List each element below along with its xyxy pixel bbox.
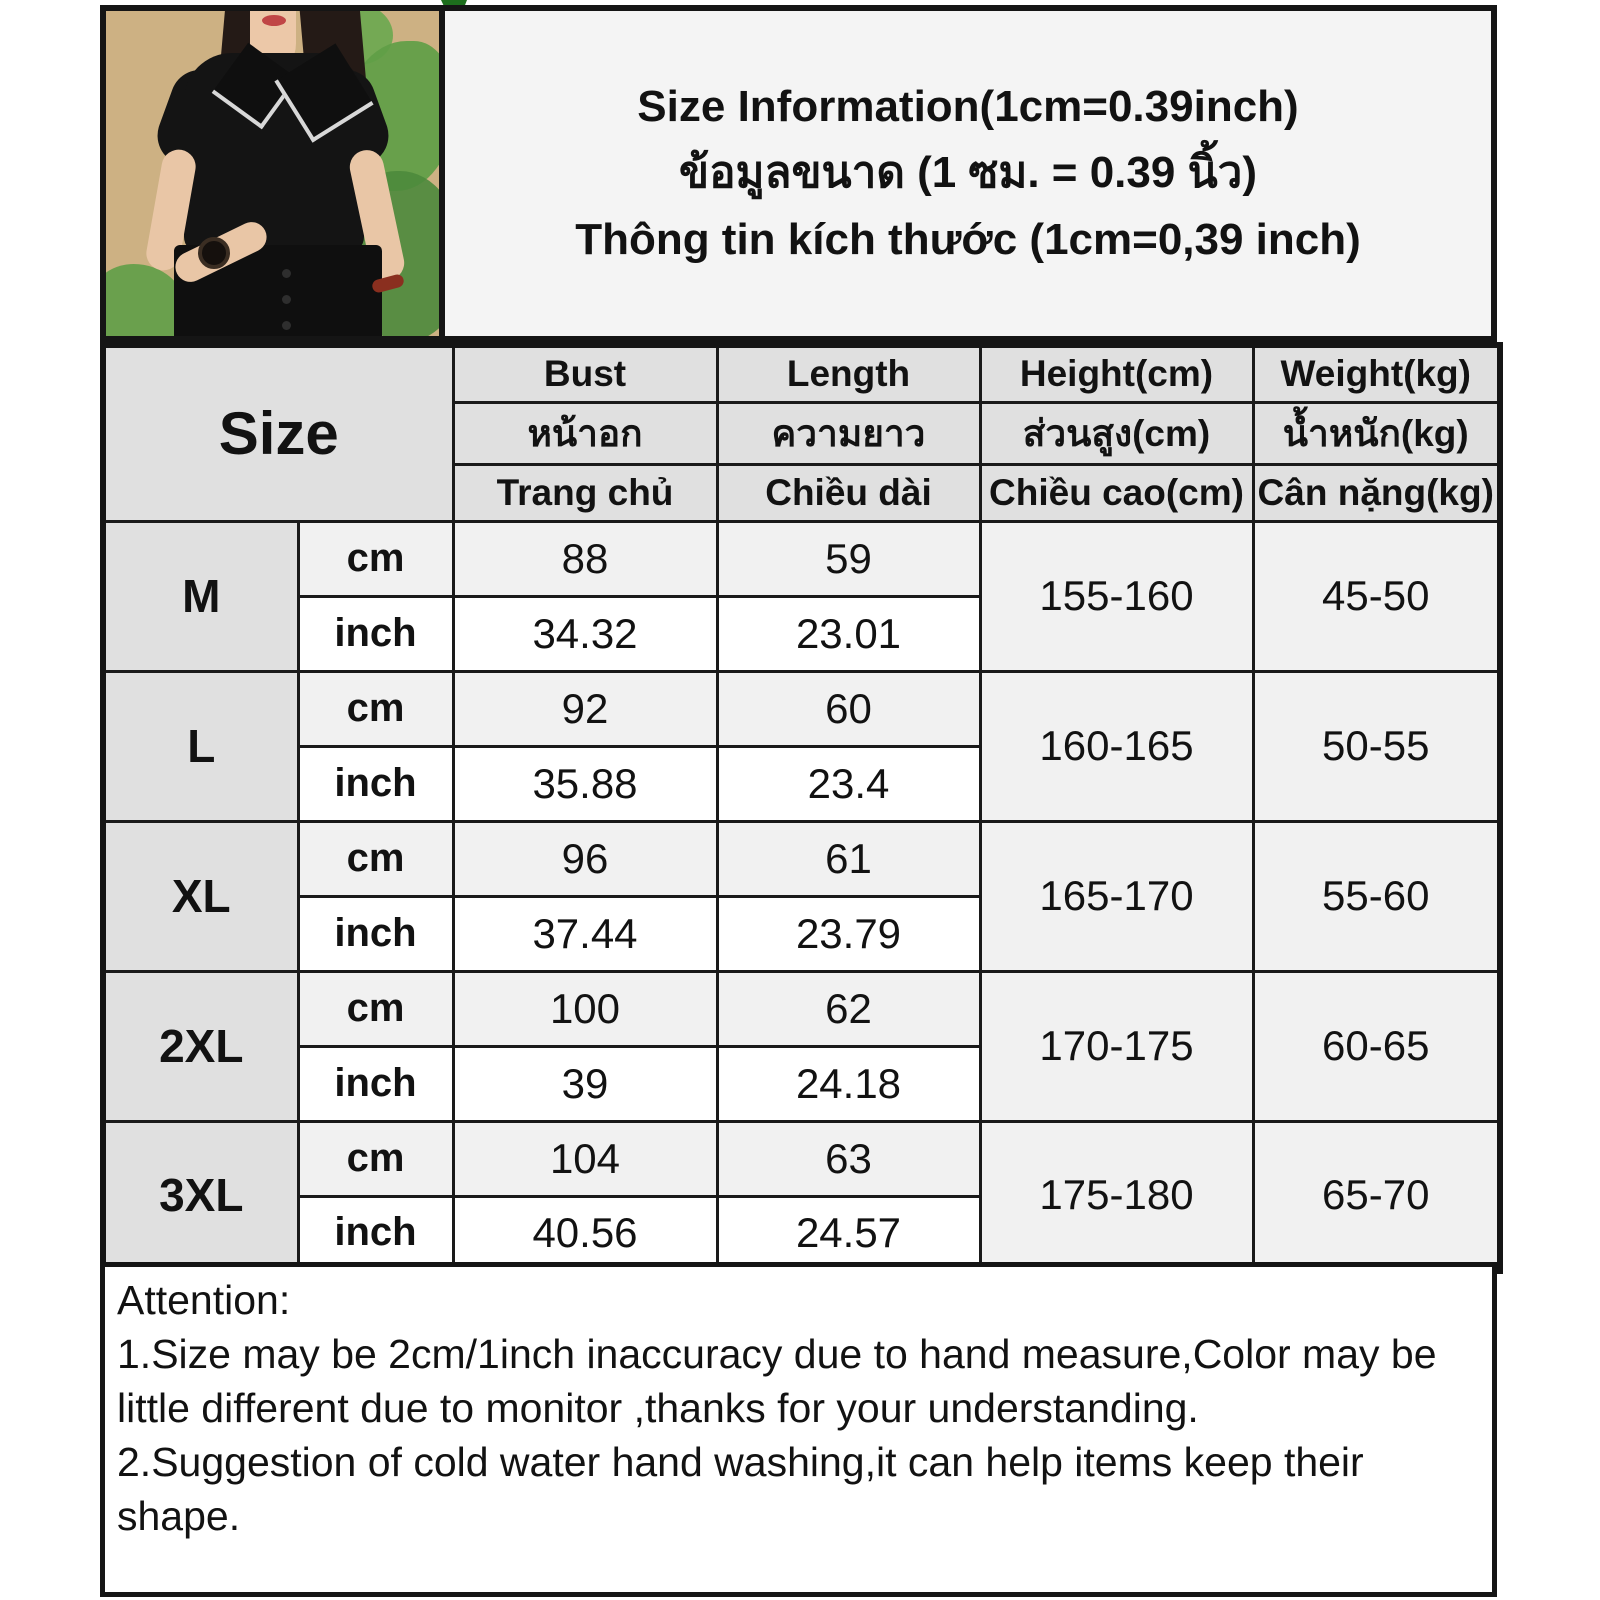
table-row-m-cm (103, 521, 1500, 596)
wristwatch-icon (198, 237, 230, 269)
length-inch-value: 24.57 (717, 1196, 980, 1271)
attention-box (100, 1262, 1497, 1597)
length-inch-value: 23.01 (717, 596, 980, 671)
attention-heading: Attention: (117, 1277, 291, 1323)
attention-note-2: 2.Suggestion of cold water hand washing,it can help items keep their shape. (117, 1439, 1364, 1540)
unit-inch: inch (298, 1196, 453, 1271)
height-range-value: 175-180 (980, 1121, 1253, 1271)
size-table (100, 342, 1503, 1274)
unit-cm: cm (298, 971, 453, 1046)
size-header-cell: Size (103, 345, 453, 521)
height-range-value: 170-175 (980, 971, 1253, 1121)
col-header-length-vi: Chiều dài (717, 464, 980, 521)
length-cm-value: 61 (717, 821, 980, 896)
skirt-button (282, 295, 291, 304)
table-row-3xl-cm (103, 1121, 1500, 1196)
col-header-weight-en: Weight(kg) (1253, 345, 1500, 402)
bust-inch-value: 37.44 (453, 896, 717, 971)
skirt-button (282, 269, 291, 278)
model-lips (262, 15, 286, 26)
attention-note-1: 1.Size may be 2cm/1inch inaccuracy due to hand measure,Color may be little different due to monitor ,thanks for your understanding. (117, 1331, 1437, 1432)
length-cm-value: 63 (717, 1121, 980, 1196)
col-header-length-en: Length (717, 345, 980, 402)
length-cm-value: 62 (717, 971, 980, 1046)
col-header-bust-en: Bust (453, 345, 717, 402)
unit-cm: cm (298, 671, 453, 746)
length-cm-value: 60 (717, 671, 980, 746)
unit-inch: inch (298, 1046, 453, 1121)
weight-range-value: 65-70 (1253, 1121, 1500, 1271)
bust-inch-value: 40.56 (453, 1196, 717, 1271)
header-row-en (103, 345, 1500, 402)
unit-inch: inch (298, 746, 453, 821)
length-cm-value: 59 (717, 521, 980, 596)
size-label: 3XL (103, 1121, 298, 1271)
col-header-length-th: ความยาว (717, 402, 980, 464)
col-header-bust-th: หน้าอก (453, 402, 717, 464)
weight-range-value: 60-65 (1253, 971, 1500, 1121)
size-label: XL (103, 821, 298, 971)
size-label: L (103, 671, 298, 821)
unit-cm: cm (298, 821, 453, 896)
table-row-2xl-cm (103, 971, 1500, 1046)
product-photo (100, 5, 445, 342)
title-english: Size Information(1cm=0.39inch) (637, 81, 1299, 131)
height-range-value: 155-160 (980, 521, 1253, 671)
unit-cm: cm (298, 521, 453, 596)
bust-inch-value: 34.32 (453, 596, 717, 671)
size-label: 2XL (103, 971, 298, 1121)
bust-inch-value: 35.88 (453, 746, 717, 821)
weight-range-value: 55-60 (1253, 821, 1500, 971)
table-row-l-cm (103, 671, 1500, 746)
unit-inch: inch (298, 596, 453, 671)
bust-cm-value: 92 (453, 671, 717, 746)
photo-scene (106, 11, 439, 336)
height-range-value: 160-165 (980, 671, 1253, 821)
length-inch-value: 24.18 (717, 1046, 980, 1121)
title-thai: ข้อมูลขนาด (1 ซม. = 0.39 นิ้ว) (678, 148, 1257, 198)
col-header-weight-th: น้ำหนัก(kg) (1253, 402, 1500, 464)
title-vietnamese: Thông tin kích thước (1cm=0,39 inch) (575, 214, 1361, 264)
length-inch-value: 23.4 (717, 746, 980, 821)
col-header-height-en: Height(cm) (980, 345, 1253, 402)
weight-range-value: 45-50 (1253, 521, 1500, 671)
title-box (439, 5, 1497, 342)
unit-inch: inch (298, 896, 453, 971)
weight-range-value: 50-55 (1253, 671, 1500, 821)
col-header-height-vi: Chiều cao(cm) (980, 464, 1253, 521)
skirt-button (282, 321, 291, 330)
table-row-xl-cm (103, 821, 1500, 896)
length-inch-value: 23.79 (717, 896, 980, 971)
size-label: M (103, 521, 298, 671)
bust-inch-value: 39 (453, 1046, 717, 1121)
bust-cm-value: 88 (453, 521, 717, 596)
height-range-value: 165-170 (980, 821, 1253, 971)
bust-cm-value: 100 (453, 971, 717, 1046)
bust-cm-value: 96 (453, 821, 717, 896)
col-header-weight-vi: Cân nặng(kg) (1253, 464, 1500, 521)
col-header-height-th: ส่วนสูง(cm) (980, 402, 1253, 464)
col-header-bust-vi: Trang chủ (453, 464, 717, 521)
bust-cm-value: 104 (453, 1121, 717, 1196)
unit-cm: cm (298, 1121, 453, 1196)
